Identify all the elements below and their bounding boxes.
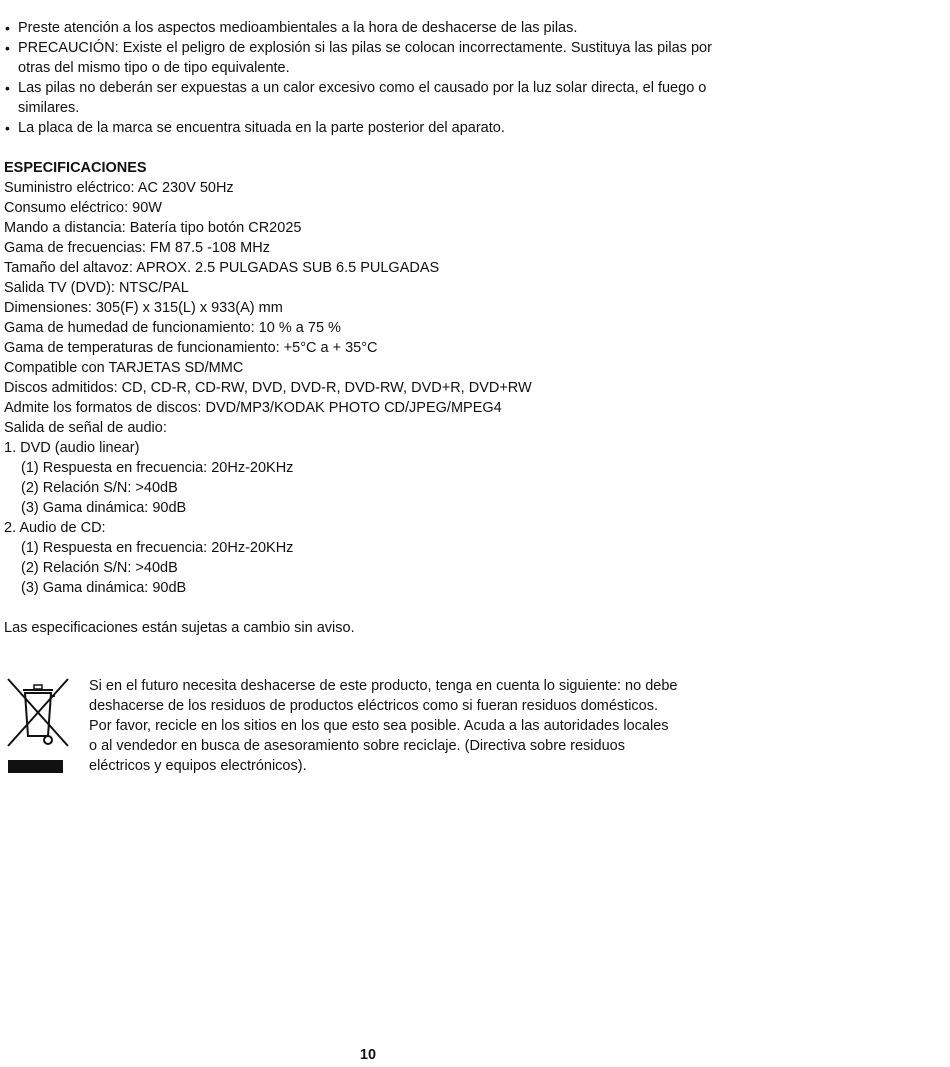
- audio-spec-item: (1) Respuesta en frecuencia: 20Hz-20KHz: [21, 540, 294, 556]
- bullet-icon: •: [5, 120, 10, 136]
- audio-spec-item: (3) Gama dinámica: 90dB: [21, 580, 187, 596]
- weee-text-line: Si en el futuro necesita deshacerse de este producto, tenga en cuenta lo siguiente: no debe: [89, 678, 678, 694]
- list-item: • La placa de la marca se encuentra situada en la parte posterior del aparato.: [5, 120, 505, 136]
- list-item: • Preste atención a los aspectos medioambientales a la hora de deshacerse de las pilas.: [5, 20, 578, 36]
- spec-line: Tamaño del altavoz: APROX. 2.5 PULGADAS SUB 6.5 PULGADAS: [4, 260, 440, 276]
- page-number: 10: [359, 1047, 377, 1063]
- section-heading: ESPECIFICACIONES: [4, 160, 147, 176]
- weee-disposal-notice: [4, 676, 934, 786]
- audio-spec-item: (3) Gama dinámica: 90dB: [21, 500, 187, 516]
- spec-line: Salida TV (DVD): NTSC/PAL: [4, 280, 189, 296]
- document-page: [4, 18, 934, 638]
- audio-group-heading: 2. Audio de CD:: [4, 520, 106, 536]
- weee-text-line: deshacerse de los residuos de productos eléctricos como si fueran residuos domésticos.: [89, 698, 659, 714]
- audio-spec-item: (2) Relación S/N: >40dB: [21, 480, 178, 496]
- spec-line: Compatible con TARJETAS SD/MMC: [4, 360, 244, 376]
- list-item: • PRECAUCIÓN: Existe el peligro de explosión si las pilas se colocan incorrectamente. Sustituya las pilas por otras del mismo tipo o de tipo equivalente.: [5, 40, 712, 76]
- crossed-out-wheelie-bin-icon: [4, 676, 70, 776]
- spec-line: Salida de señal de audio:: [4, 420, 167, 436]
- weee-text-line: o al vendedor en busca de asesoramiento sobre reciclaje. (Directiva sobre residuos: [89, 738, 625, 754]
- audio-spec-item: (1) Respuesta en frecuencia: 20Hz-20KHz: [21, 460, 294, 476]
- spec-line: Admite los formatos de discos: DVD/MP3/KODAK PHOTO CD/JPEG/MPEG4: [4, 400, 502, 416]
- spec-line: Suministro eléctrico: AC 230V 50Hz: [4, 180, 234, 196]
- spec-line: Consumo eléctrico: 90W: [4, 200, 162, 216]
- spec-line: Gama de frecuencias: FM 87.5 -108 MHz: [4, 240, 270, 256]
- spec-line: Gama de humedad de funcionamiento: 10 % a 75 %: [4, 320, 341, 336]
- spec-line: Dimensiones: 305(F) x 315(L) x 933(A) mm: [4, 300, 283, 316]
- spec-line: Mando a distancia: Batería tipo botón CR2025: [4, 220, 302, 236]
- bullet-icon: •: [5, 40, 10, 56]
- list-item: • Las pilas no deberán ser expuestas a un calor excesivo como el causado por la luz solar directa, el fuego o similares.: [5, 80, 707, 116]
- audio-spec-item: (2) Relación S/N: >40dB: [21, 560, 178, 576]
- battery-warnings-list: [4, 18, 934, 138]
- spec-line: Gama de temperaturas de funcionamiento: +5°C a + 35°C: [4, 340, 378, 356]
- bullet-icon: •: [5, 80, 10, 96]
- weee-text-line: Por favor, recicle en los sitios en los que esto sea posible. Acuda a las autoridades locales: [89, 718, 669, 734]
- spec-line: Discos admitidos: CD, CD-R, CD-RW, DVD, DVD-R, DVD-RW, DVD+R, DVD+RW: [4, 380, 532, 396]
- weee-text: [89, 676, 749, 776]
- bullet-icon: •: [5, 20, 10, 36]
- specifications-section: [4, 158, 934, 638]
- audio-group-heading: 1. DVD (audio linear): [4, 440, 140, 456]
- weee-text-line: eléctricos y equipos electrónicos).: [89, 758, 307, 774]
- specs-change-notice: Las especificaciones están sujetas a cambio sin aviso.: [4, 620, 355, 636]
